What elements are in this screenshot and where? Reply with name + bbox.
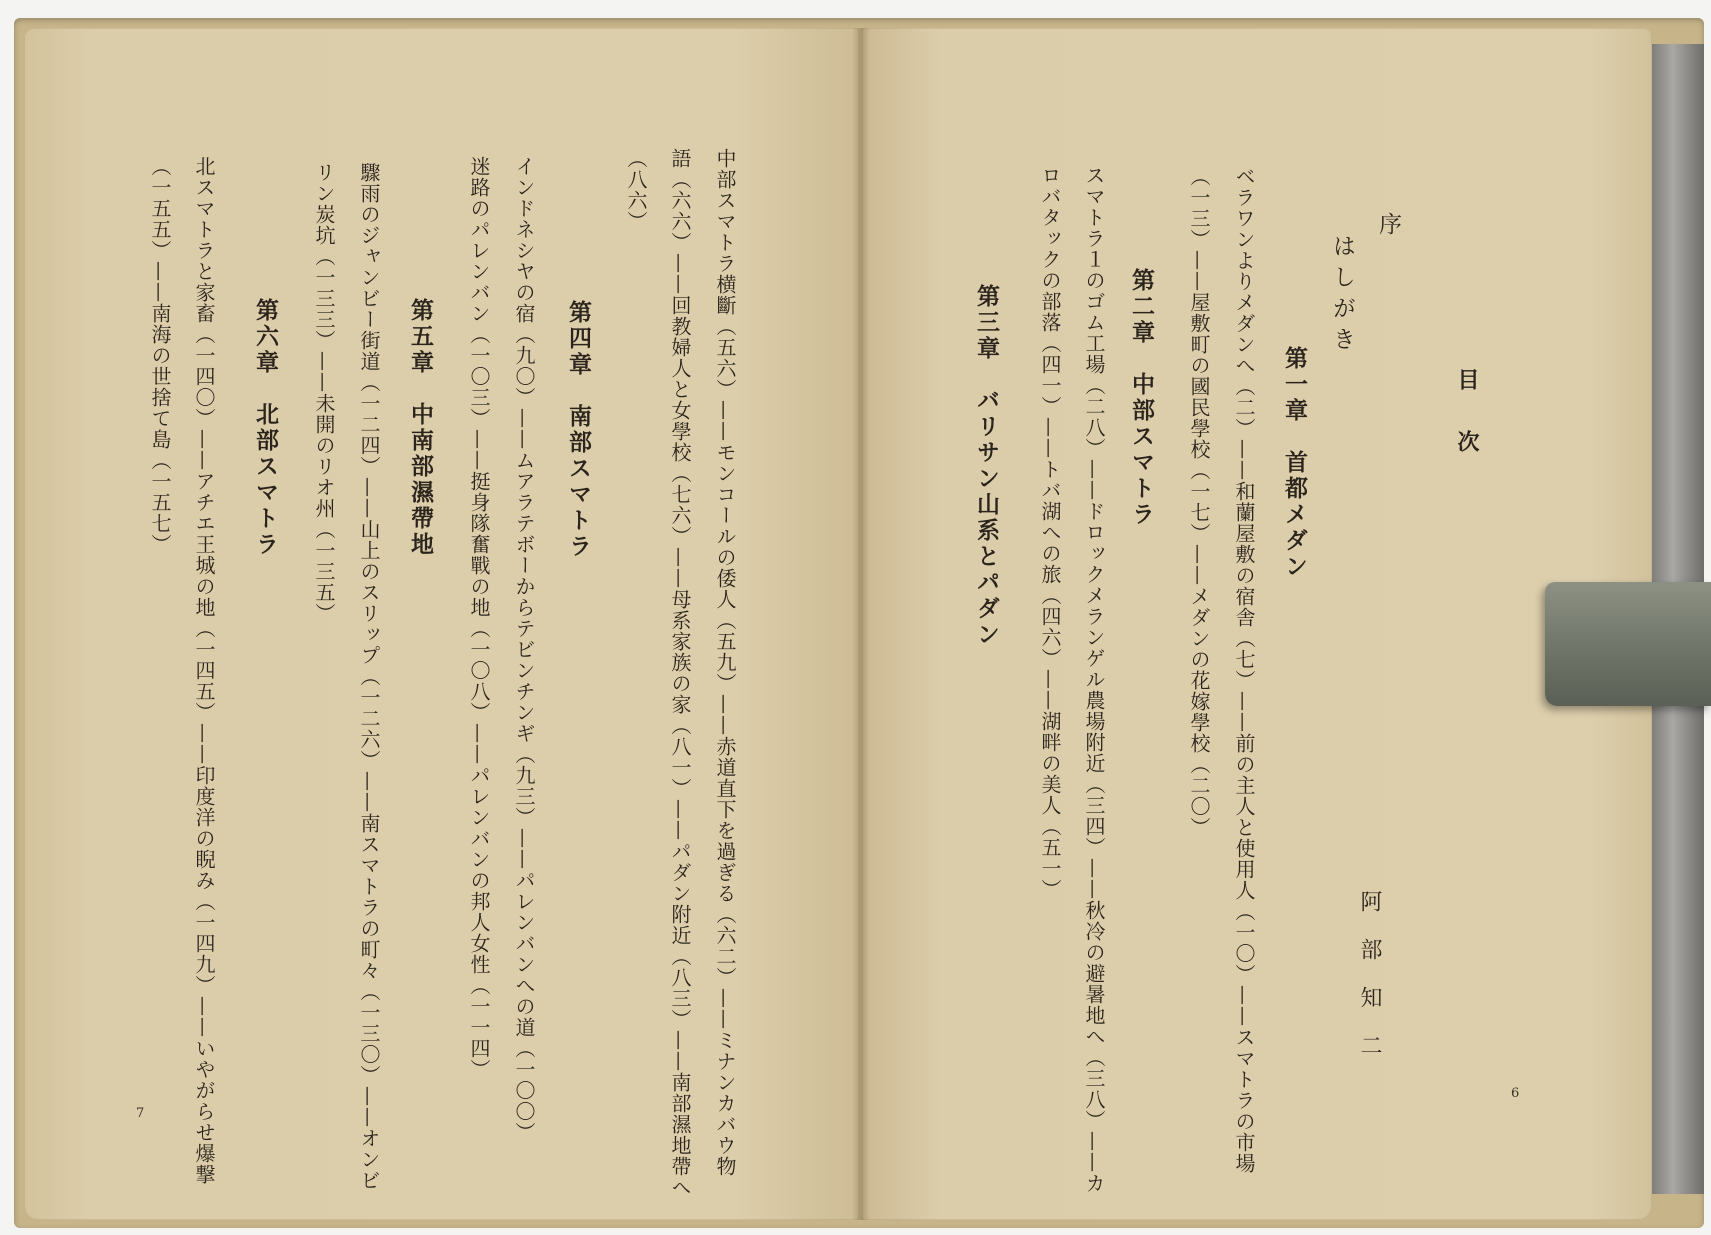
toc-heading: 目次 [1454,368,1480,492]
chapter-3-title: 第三章 バリサン山系とパダン [973,284,1000,648]
chapter-1-title: 第一章 首都メダン [1281,346,1308,580]
chapter-3-entry-3: （八六） [624,148,648,232]
chapter-3-entry-1: 中部スマトラ横斷（五六）——モンコールの倭人（五九）——赤道直下を過ぎる（六二）——ミナンカバウ物 [713,148,737,1177]
chapter-4-entry-2: 迷路のパレンバン（一〇三）——挺身隊奮戰の地（一〇八）——パレンバンの邦人女性（一一四） [467,156,491,1080]
chapter-5-entry-2: リン炭坑（一三三）——未開のリオ州（一三五） [312,162,336,624]
chapter-5-entry-1: 驟雨のジャンビー街道（一二四）——山上のスリップ（一二六）——南スマトラの町々（一三〇）——オンビ [357,162,381,1191]
chapter-6-title: 第六章 北部スマトラ [252,298,279,558]
book-gutter [852,28,870,1220]
chapter-5-title: 第五章 中南部濕帶地 [407,298,434,558]
chapter-2-title: 第二章 中部スマトラ [1128,268,1155,528]
preface-entry: 序 [1375,212,1401,243]
page-number-right: 6 [1511,1086,1520,1101]
author-name: 阿部知二 [1357,890,1382,1082]
page-number-left: 7 [136,1106,145,1121]
foreword-entry: はしがき [1329,234,1355,358]
chapter-6-entry-2: （一五五）——南海の世捨て島（一五七） [148,156,172,555]
chapter-2-entry-1: スマトラ１のゴム工場（二八）——ドロックメランゲル農場附近（三四）——秋冷の避暑地へ（三八）——カ [1082,165,1106,1194]
chapter-3-entry-2: 語（六六）——回教婦人と女學校（七六）——母系家族の家（八一）——パダン附近（八三）——南部濕地帶へ [668,148,692,1198]
chapter-1-entry-2: （一三）——屋敷町の國民學校（一七）——メダンの花嫁學校（二〇） [1187,166,1211,838]
chapter-2-entry-2: ロバタックの部落（四一）——トバ湖への旅（四六）——湖畔の美人（五一） [1038,165,1062,900]
chapter-6-entry-1: 北スマトラと家畜（一四〇）——アチエ王城の地（一四五）——印度洋の睨み（一四九）——いやがらせ爆撃 [192,156,216,1185]
chapter-4-title: 第四章 南部スマトラ [565,300,592,560]
chapter-4-entry-1: インドネシヤの宿（九〇）——ムアラテボーからテビンチンギ（九三）——パレンバンへの道（一〇〇） [512,156,536,1143]
binder-clip [1545,582,1711,706]
chapter-1-entry-1: ベラワンよりメダンへ（二）——和蘭屋敷の宿舎（七）——前の主人と使用人（一〇）——スマトラの市場 [1232,166,1256,1174]
